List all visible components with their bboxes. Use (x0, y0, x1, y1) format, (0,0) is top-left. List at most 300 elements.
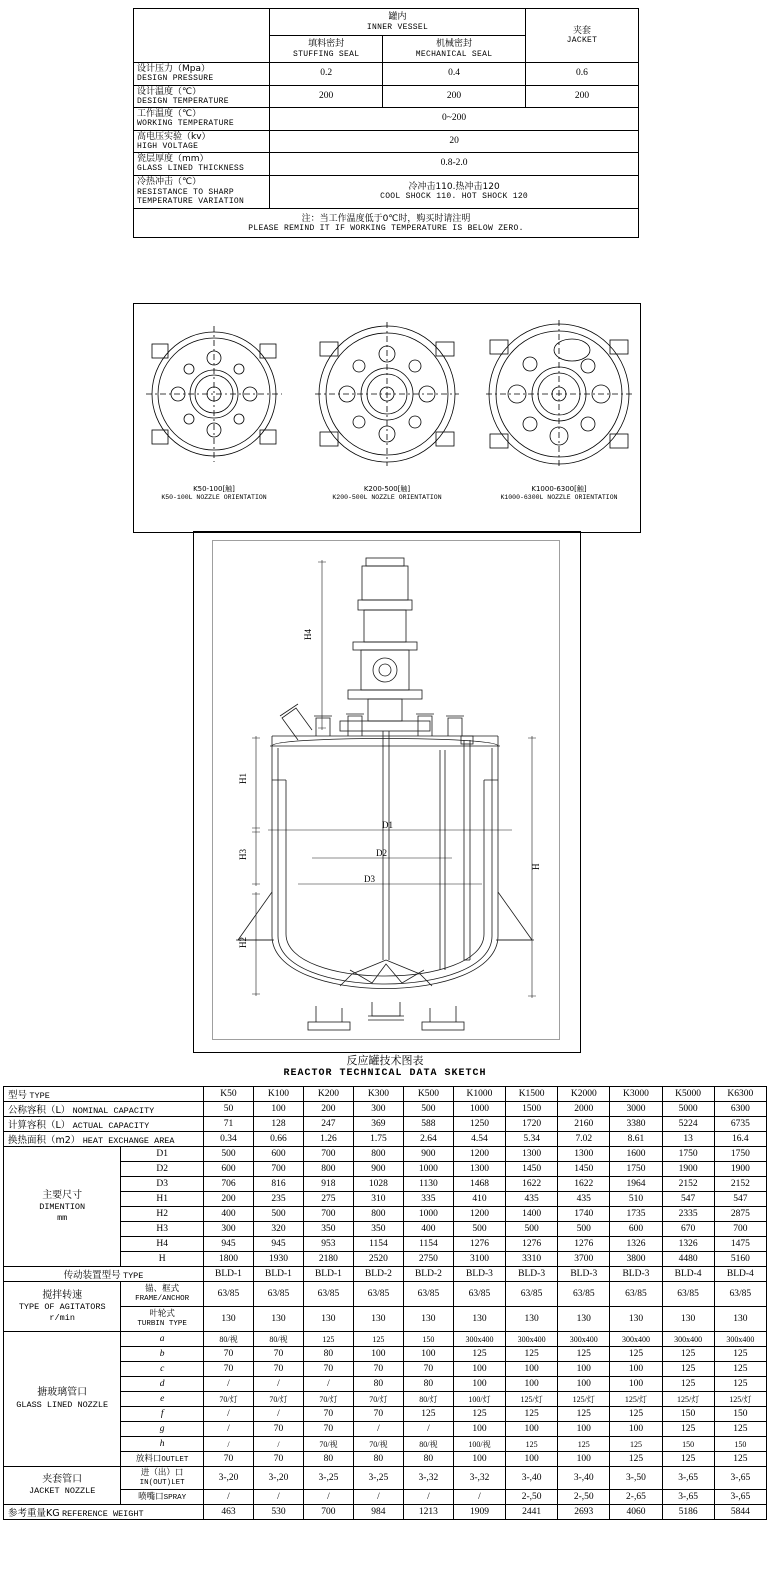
dim-row-label-h1: H1 (121, 1192, 204, 1207)
cell-heat-5: 4.54 (453, 1132, 505, 1147)
cell-d3-10: 2152 (714, 1177, 766, 1192)
cell-h4-10: 1475 (714, 1237, 766, 1252)
cell-nominal-0: 50 (203, 1102, 253, 1117)
row-reference-weight (4, 1505, 767, 1520)
cell-nozzle-outlet-8: 125 (610, 1452, 662, 1467)
cell-nozzle-h-4: 80/视 (403, 1437, 453, 1452)
nozzle-orientation-2 (312, 314, 462, 501)
cell-d2-0: 600 (203, 1162, 253, 1177)
cell-agitator-turbin-9: 130 (662, 1307, 714, 1332)
cell-nozzle-a-0: 80/视 (203, 1332, 253, 1347)
cell-nozzle-c-9: 125 (662, 1362, 714, 1377)
cell-nozzle-h-1: / (253, 1437, 303, 1452)
cell-h1-2: 275 (303, 1192, 353, 1207)
cell-nozzle-c-5: 100 (453, 1362, 505, 1377)
cell-jacket-spray-6: 2-,50 (506, 1490, 558, 1505)
cell-nominal-5: 1000 (453, 1102, 505, 1117)
spec-row-high-voltage (134, 130, 639, 153)
row-nozzle-a (4, 1332, 767, 1347)
cell-h2-5: 1200 (453, 1207, 505, 1222)
spec-row-glass-thickness (134, 153, 639, 176)
jacket-inout-label-cn: 进（出）口 (140, 1468, 184, 1479)
agitator-frame-label-cn: 锚、框式 (145, 1284, 180, 1295)
row-label-weight-cn: 参考重量KG (8, 1508, 60, 1519)
working-temperature-label-cn: 工作温度（℃） (137, 109, 202, 120)
cell-agitator-frame-2: 63/85 (303, 1282, 353, 1307)
row-label-actual-cn: 计算容积（L） (8, 1120, 71, 1131)
cell-h3-10: 700 (714, 1222, 766, 1237)
cell-nozzle-e-1: 70/灯 (253, 1392, 303, 1407)
cell-h1-7: 435 (558, 1192, 610, 1207)
row-label-type-cn: 型号 (8, 1090, 28, 1101)
cell-heat-4: 2.64 (403, 1132, 453, 1147)
cell-h3-5: 500 (453, 1222, 505, 1237)
cell-nozzle-f-4: 125 (403, 1407, 453, 1422)
stuffing-seal-label-en: STUFFING SEAL (293, 49, 360, 59)
cell-d1-7: 1300 (558, 1147, 610, 1162)
cell-h3-8: 600 (610, 1222, 662, 1237)
spec-row-design-temperature (134, 85, 639, 108)
cell-h-4: 2750 (403, 1252, 453, 1267)
cell-h4-7: 1276 (558, 1237, 610, 1252)
glass-thickness-label-cn: 瓷层厚度（mm） (137, 154, 209, 165)
cell-jacket-spray-5: / (453, 1490, 505, 1505)
cell-nozzle-d-6: 100 (506, 1377, 558, 1392)
specification-table-wrap (133, 8, 639, 238)
row-label-nominal-en: NOMINAL CAPACITY (72, 1106, 155, 1116)
nozzle-orientation-caption-en-1: K50-100L NOZZLE ORIENTATION (161, 494, 267, 501)
cell-jacket-inout-5: 3-,32 (453, 1467, 505, 1490)
cell-h2-10: 2875 (714, 1207, 766, 1222)
high-voltage-value: 20 (270, 130, 639, 153)
cell-heat-0: 0.34 (203, 1132, 253, 1147)
cell-h-10: 5160 (714, 1252, 766, 1267)
cell-agitator-turbin-6: 130 (506, 1307, 558, 1332)
cell-jacket-spray-4: / (403, 1490, 453, 1505)
cell-nozzle-f-6: 125 (506, 1407, 558, 1422)
cell-drive-1: BLD-1 (253, 1267, 303, 1282)
technical-data-table (3, 1086, 767, 1520)
cell-drive-0: BLD-1 (203, 1267, 253, 1282)
group-label-glass-nozzle-cn: 搪玻璃管口 (37, 1387, 88, 1399)
cell-h1-0: 200 (203, 1192, 253, 1207)
nozzle-row-label-b: b (121, 1347, 204, 1362)
cell-heat-1: 0.66 (253, 1132, 303, 1147)
cell-nozzle-e-6: 125/灯 (506, 1392, 558, 1407)
group-label-glass-nozzle-en: GLASS LINED NOZZLE (16, 1399, 109, 1410)
cell-nozzle-h-3: 70/视 (353, 1437, 403, 1452)
cell-nozzle-g-5: 100 (453, 1422, 505, 1437)
cell-weight-9: 5186 (662, 1505, 714, 1520)
cell-type-k5000: K5000 (662, 1087, 714, 1102)
cell-nozzle-f-8: 125 (610, 1407, 662, 1422)
drawing-title-cn: 反应罐技术图表 (346, 1054, 424, 1067)
cell-d3-9: 2152 (662, 1177, 714, 1192)
cell-nozzle-a-10: 300x400 (714, 1332, 766, 1347)
group-label-agitator-unit: r/min (49, 1312, 75, 1323)
spec-note-cn: 注：当工作温度低于0℃时，购买时请注明 (301, 213, 471, 224)
cell-h-8: 3800 (610, 1252, 662, 1267)
nozzle-outlet-label-cn: 放料口 (135, 1453, 162, 1464)
design-temperature-mechanical: 200 (383, 85, 526, 108)
cell-h2-1: 500 (253, 1207, 303, 1222)
cell-nozzle-outlet-7: 100 (558, 1452, 610, 1467)
cell-d1-2: 700 (303, 1147, 353, 1162)
jacket-inout-label-en: IN(OUT)LET (139, 1478, 185, 1487)
cell-h-6: 3310 (506, 1252, 558, 1267)
cell-nominal-7: 2000 (558, 1102, 610, 1117)
dim-row-label-d3: D3 (121, 1177, 204, 1192)
cell-nozzle-g-3: / (353, 1422, 403, 1437)
cell-heat-7: 7.02 (558, 1132, 610, 1147)
row-label-actual-en: ACTUAL CAPACITY (72, 1121, 150, 1131)
nozzle-orientation-caption-cn-2: K200-500[触] (363, 485, 411, 493)
cell-nozzle-h-5: 100/视 (453, 1437, 505, 1452)
cell-nozzle-g-10: 125 (714, 1422, 766, 1437)
cell-nozzle-b-7: 125 (558, 1347, 610, 1362)
cell-nozzle-d-4: 80 (403, 1377, 453, 1392)
cell-nozzle-outlet-9: 125 (662, 1452, 714, 1467)
row-label-nominal-cn: 公称容积（L） (8, 1105, 71, 1116)
cell-agitator-turbin-7: 130 (558, 1307, 610, 1332)
cell-jacket-inout-7: 3-,40 (558, 1467, 610, 1490)
cell-jacket-spray-2: / (303, 1490, 353, 1505)
spec-row-thermal-shock (134, 175, 639, 208)
cell-h2-0: 400 (203, 1207, 253, 1222)
thermal-shock-label-en: RESISTANCE TO SHARP (137, 187, 234, 197)
row-agitator-frame (4, 1282, 767, 1307)
cell-nozzle-a-3: 125 (353, 1332, 403, 1347)
cell-d1-3: 800 (353, 1147, 403, 1162)
cell-drive-4: BLD-2 (403, 1267, 453, 1282)
cell-nozzle-b-3: 100 (353, 1347, 403, 1362)
cell-nozzle-c-3: 70 (353, 1362, 403, 1377)
cell-d2-8: 1750 (610, 1162, 662, 1177)
cell-jacket-inout-3: 3-,25 (353, 1467, 403, 1490)
cell-d2-4: 1000 (403, 1162, 453, 1177)
cell-nozzle-outlet-0: 70 (203, 1452, 253, 1467)
group-label-dimension (4, 1147, 121, 1267)
spec-row-design-pressure (134, 63, 639, 86)
cell-drive-5: BLD-3 (453, 1267, 505, 1282)
cell-nozzle-h-6: 125 (506, 1437, 558, 1452)
cell-nozzle-b-0: 70 (203, 1347, 253, 1362)
cell-h3-0: 300 (203, 1222, 253, 1237)
cell-nozzle-g-1: 70 (253, 1422, 303, 1437)
cell-nominal-4: 500 (403, 1102, 453, 1117)
agitator-turbin-label-cn: 叶轮式 (149, 1309, 175, 1320)
cell-nozzle-a-2: 125 (303, 1332, 353, 1347)
cell-nozzle-e-0: 70/灯 (203, 1392, 253, 1407)
design-pressure-stuffing: 0.2 (270, 63, 383, 86)
cell-nozzle-b-5: 125 (453, 1347, 505, 1362)
cell-d1-6: 1300 (506, 1147, 558, 1162)
cell-h3-2: 350 (303, 1222, 353, 1237)
cell-h1-8: 510 (610, 1192, 662, 1207)
cell-weight-1: 530 (253, 1505, 303, 1520)
cell-actual-6: 1720 (506, 1117, 558, 1132)
cell-d3-6: 1622 (506, 1177, 558, 1192)
cell-nozzle-g-0: / (203, 1422, 253, 1437)
cell-h3-1: 320 (253, 1222, 303, 1237)
cell-weight-8: 4060 (610, 1505, 662, 1520)
nozzle-orientation-box (133, 303, 641, 533)
nozzle-orientation-caption-cn-1: K50-100[触] (193, 485, 235, 493)
cell-h-0: 1800 (203, 1252, 253, 1267)
cell-d1-8: 1600 (610, 1147, 662, 1162)
dim-label-d1: D1 (382, 820, 393, 830)
nozzle-row-label-a: a (121, 1332, 204, 1347)
cell-h1-3: 310 (353, 1192, 403, 1207)
row-label-heat-en: HEAT EXCHANGE AREA (82, 1136, 175, 1146)
cell-nozzle-c-10: 125 (714, 1362, 766, 1377)
cell-nozzle-b-1: 70 (253, 1347, 303, 1362)
cell-jacket-spray-1: / (253, 1490, 303, 1505)
design-pressure-mechanical: 0.4 (383, 63, 526, 86)
cell-d1-4: 900 (403, 1147, 453, 1162)
cell-d2-9: 1900 (662, 1162, 714, 1177)
cell-h2-7: 1740 (558, 1207, 610, 1222)
cell-heat-10: 16.4 (714, 1132, 766, 1147)
cell-nozzle-f-2: 70 (303, 1407, 353, 1422)
cell-d3-3: 1028 (353, 1177, 403, 1192)
cell-nozzle-h-10: 150 (714, 1437, 766, 1452)
cell-weight-5: 1909 (453, 1505, 505, 1520)
cell-h3-7: 500 (558, 1222, 610, 1237)
stuffing-seal-label-cn: 填料密封 (308, 39, 345, 50)
cell-type-k100: K100 (253, 1087, 303, 1102)
cell-drive-8: BLD-3 (610, 1267, 662, 1282)
nozzle-orientation-caption-en-2: K200-500L NOZZLE ORIENTATION (332, 494, 442, 501)
cell-jacket-spray-9: 3-,65 (662, 1490, 714, 1505)
nozzle-orientation-diagram-1 (144, 314, 284, 479)
nozzle-row-label-f: f (121, 1407, 204, 1422)
nozzle-outlet-label-en: OUTLET (161, 1455, 189, 1464)
group-label-agitator-cn: 搅拌转速 (42, 1289, 83, 1301)
cell-agitator-frame-5: 63/85 (453, 1282, 505, 1307)
cell-weight-10: 5844 (714, 1505, 766, 1520)
thermal-shock-value-cn: 冷冲击110.热冲击120 (408, 181, 500, 192)
cell-nozzle-f-5: 125 (453, 1407, 505, 1422)
reactor-assembly-drawing (212, 540, 560, 1040)
cell-nozzle-g-9: 125 (662, 1422, 714, 1437)
dim-label-h3: H3 (238, 849, 248, 860)
technical-data-table-wrap (3, 1086, 767, 1520)
cell-actual-8: 3380 (610, 1117, 662, 1132)
group-label-agitator (4, 1282, 121, 1332)
cell-jacket-spray-8: 2-,65 (610, 1490, 662, 1505)
row-drive-type (4, 1267, 767, 1282)
cell-nominal-1: 100 (253, 1102, 303, 1117)
group-label-glass-nozzle (4, 1332, 121, 1467)
cell-h2-6: 1400 (506, 1207, 558, 1222)
cell-type-k500: K500 (403, 1087, 453, 1102)
mechanical-seal-label-cn: 机械密封 (436, 39, 473, 50)
row-label-type-en: TYPE (29, 1091, 50, 1101)
cell-d1-0: 500 (203, 1147, 253, 1162)
cell-agitator-turbin-8: 130 (610, 1307, 662, 1332)
cell-agitator-frame-0: 63/85 (203, 1282, 253, 1307)
cell-type-k50: K50 (203, 1087, 253, 1102)
cell-actual-4: 588 (403, 1117, 453, 1132)
cell-actual-3: 369 (353, 1117, 403, 1132)
spec-note-en: PLEASE REMIND IT IF WORKING TEMPERATURE IS BELOW ZERO. (248, 223, 524, 233)
dim-row-label-h4: H4 (121, 1237, 204, 1252)
cell-type-k6300: K6300 (714, 1087, 766, 1102)
row-actual-capacity (4, 1117, 767, 1132)
cell-d1-1: 600 (253, 1147, 303, 1162)
cell-nozzle-d-8: 100 (610, 1377, 662, 1392)
mechanical-seal-label-en: MECHANICAL SEAL (415, 49, 493, 59)
cell-drive-6: BLD-3 (506, 1267, 558, 1282)
cell-nozzle-h-0: / (203, 1437, 253, 1452)
cell-h4-1: 945 (253, 1237, 303, 1252)
cell-drive-9: BLD-4 (662, 1267, 714, 1282)
cell-nozzle-a-5: 300x400 (453, 1332, 505, 1347)
cell-jacket-inout-8: 3-,50 (610, 1467, 662, 1490)
cell-agitator-frame-10: 63/85 (714, 1282, 766, 1307)
cell-nozzle-d-3: 80 (353, 1377, 403, 1392)
row-label-drive-en: TYPE (122, 1271, 144, 1281)
cell-jacket-inout-9: 3-,65 (662, 1467, 714, 1490)
cell-nozzle-e-8: 125/灯 (610, 1392, 662, 1407)
cell-nozzle-outlet-5: 100 (453, 1452, 505, 1467)
group-label-jacket-nozzle-cn: 夹套管口 (42, 1473, 83, 1485)
cell-nozzle-e-4: 80/灯 (403, 1392, 453, 1407)
cell-h1-1: 235 (253, 1192, 303, 1207)
row-dimension-d1 (4, 1147, 767, 1162)
design-temperature-label-en: DESIGN TEMPERATURE (137, 96, 229, 106)
cell-nozzle-d-7: 100 (558, 1377, 610, 1392)
cell-h2-9: 2335 (662, 1207, 714, 1222)
jacket-label-en: JACKET (566, 36, 598, 46)
cell-nozzle-d-9: 125 (662, 1377, 714, 1392)
cell-h4-2: 953 (303, 1237, 353, 1252)
dim-label-h: H (531, 863, 541, 870)
cell-h4-0: 945 (203, 1237, 253, 1252)
cell-nozzle-g-4: / (403, 1422, 453, 1437)
row-label-heat-cn: 换热面积（m2） (8, 1135, 81, 1146)
cell-d3-1: 816 (253, 1177, 303, 1192)
cell-jacket-inout-4: 3-,32 (403, 1467, 453, 1490)
cell-nominal-9: 5000 (662, 1102, 714, 1117)
cell-agitator-frame-7: 63/85 (558, 1282, 610, 1307)
design-pressure-label-en: DESIGN PRESSURE (137, 74, 214, 84)
cell-type-k1500: K1500 (506, 1087, 558, 1102)
cell-d2-1: 700 (253, 1162, 303, 1177)
cell-heat-3: 1.75 (353, 1132, 403, 1147)
row-jacket-inout (4, 1467, 767, 1490)
cell-type-k3000: K3000 (610, 1087, 662, 1102)
cell-jacket-spray-7: 2-,50 (558, 1490, 610, 1505)
cell-agitator-turbin-1: 130 (253, 1307, 303, 1332)
cell-d3-2: 918 (303, 1177, 353, 1192)
cell-nozzle-c-0: 70 (203, 1362, 253, 1377)
cell-agitator-turbin-10: 130 (714, 1307, 766, 1332)
cell-d1-5: 1200 (453, 1147, 505, 1162)
cell-d2-7: 1450 (558, 1162, 610, 1177)
cell-weight-6: 2441 (506, 1505, 558, 1520)
cell-nozzle-c-6: 100 (506, 1362, 558, 1377)
cell-type-k2000: K2000 (558, 1087, 610, 1102)
cell-nozzle-outlet-3: 80 (353, 1452, 403, 1467)
cell-weight-0: 463 (203, 1505, 253, 1520)
cell-heat-8: 8.61 (610, 1132, 662, 1147)
cell-agitator-frame-1: 63/85 (253, 1282, 303, 1307)
cell-nozzle-outlet-10: 125 (714, 1452, 766, 1467)
cell-nozzle-outlet-1: 70 (253, 1452, 303, 1467)
dim-label-h4: H4 (303, 629, 313, 640)
cell-nozzle-e-5: 100/灯 (453, 1392, 505, 1407)
cell-h3-6: 500 (506, 1222, 558, 1237)
cell-actual-10: 6735 (714, 1117, 766, 1132)
cell-drive-2: BLD-1 (303, 1267, 353, 1282)
cell-d2-3: 900 (353, 1162, 403, 1177)
glass-thickness-value: 0.8-2.0 (270, 153, 639, 176)
cell-nozzle-d-1: / (253, 1377, 303, 1392)
cell-nominal-2: 200 (303, 1102, 353, 1117)
cell-nozzle-c-8: 100 (610, 1362, 662, 1377)
cell-nominal-10: 6300 (714, 1102, 766, 1117)
cell-heat-2: 1.26 (303, 1132, 353, 1147)
dim-row-label-h3: H3 (121, 1222, 204, 1237)
cell-nozzle-c-4: 70 (403, 1362, 453, 1377)
drawing-title-en: REACTOR TECHNICAL DATA SKETCH (283, 1068, 487, 1079)
cell-weight-7: 2693 (558, 1505, 610, 1520)
cell-d3-5: 1468 (453, 1177, 505, 1192)
thermal-shock-value-en: COOL SHOCK 110. HOT SHOCK 120 (380, 192, 529, 202)
cell-h4-9: 1326 (662, 1237, 714, 1252)
cell-nozzle-h-2: 70/视 (303, 1437, 353, 1452)
design-temperature-label-cn: 设计温度（℃） (137, 86, 202, 97)
cell-d1-10: 1750 (714, 1147, 766, 1162)
specification-table (133, 8, 639, 209)
cell-h2-8: 1735 (610, 1207, 662, 1222)
cell-nozzle-outlet-2: 80 (303, 1452, 353, 1467)
cell-h1-10: 547 (714, 1192, 766, 1207)
cell-nominal-3: 300 (353, 1102, 403, 1117)
cell-nozzle-f-10: 150 (714, 1407, 766, 1422)
high-voltage-label-en: HIGH VOLTAGE (137, 141, 199, 151)
cell-actual-5: 1250 (453, 1117, 505, 1132)
group-label-dimension-cn: 主要尺寸 (42, 1189, 83, 1201)
cell-nozzle-c-2: 70 (303, 1362, 353, 1377)
design-temperature-jacket: 200 (525, 85, 638, 108)
cell-jacket-inout-2: 3-,25 (303, 1467, 353, 1490)
reactor-drawing-box (193, 531, 581, 1053)
cell-nozzle-b-8: 125 (610, 1347, 662, 1362)
cell-nozzle-a-7: 300x400 (558, 1332, 610, 1347)
cell-nozzle-b-9: 125 (662, 1347, 714, 1362)
cell-agitator-frame-3: 63/85 (353, 1282, 403, 1307)
cell-d3-0: 706 (203, 1177, 253, 1192)
design-pressure-jacket: 0.6 (525, 63, 638, 86)
cell-h1-4: 335 (403, 1192, 453, 1207)
cell-agitator-turbin-0: 130 (203, 1307, 253, 1332)
row-type (4, 1087, 767, 1102)
cell-h-2: 2180 (303, 1252, 353, 1267)
cell-jacket-inout-10: 3-,65 (714, 1467, 766, 1490)
cell-agitator-frame-4: 63/85 (403, 1282, 453, 1307)
cell-nozzle-f-9: 150 (662, 1407, 714, 1422)
working-temperature-label-en: WORKING TEMPERATURE (137, 119, 234, 129)
dim-label-h2: H2 (238, 937, 248, 948)
cell-agitator-turbin-5: 130 (453, 1307, 505, 1332)
cell-jacket-inout-6: 3-,40 (506, 1467, 558, 1490)
cell-nozzle-outlet-4: 80 (403, 1452, 453, 1467)
cell-nozzle-f-3: 70 (353, 1407, 403, 1422)
cell-nozzle-g-2: 70 (303, 1422, 353, 1437)
